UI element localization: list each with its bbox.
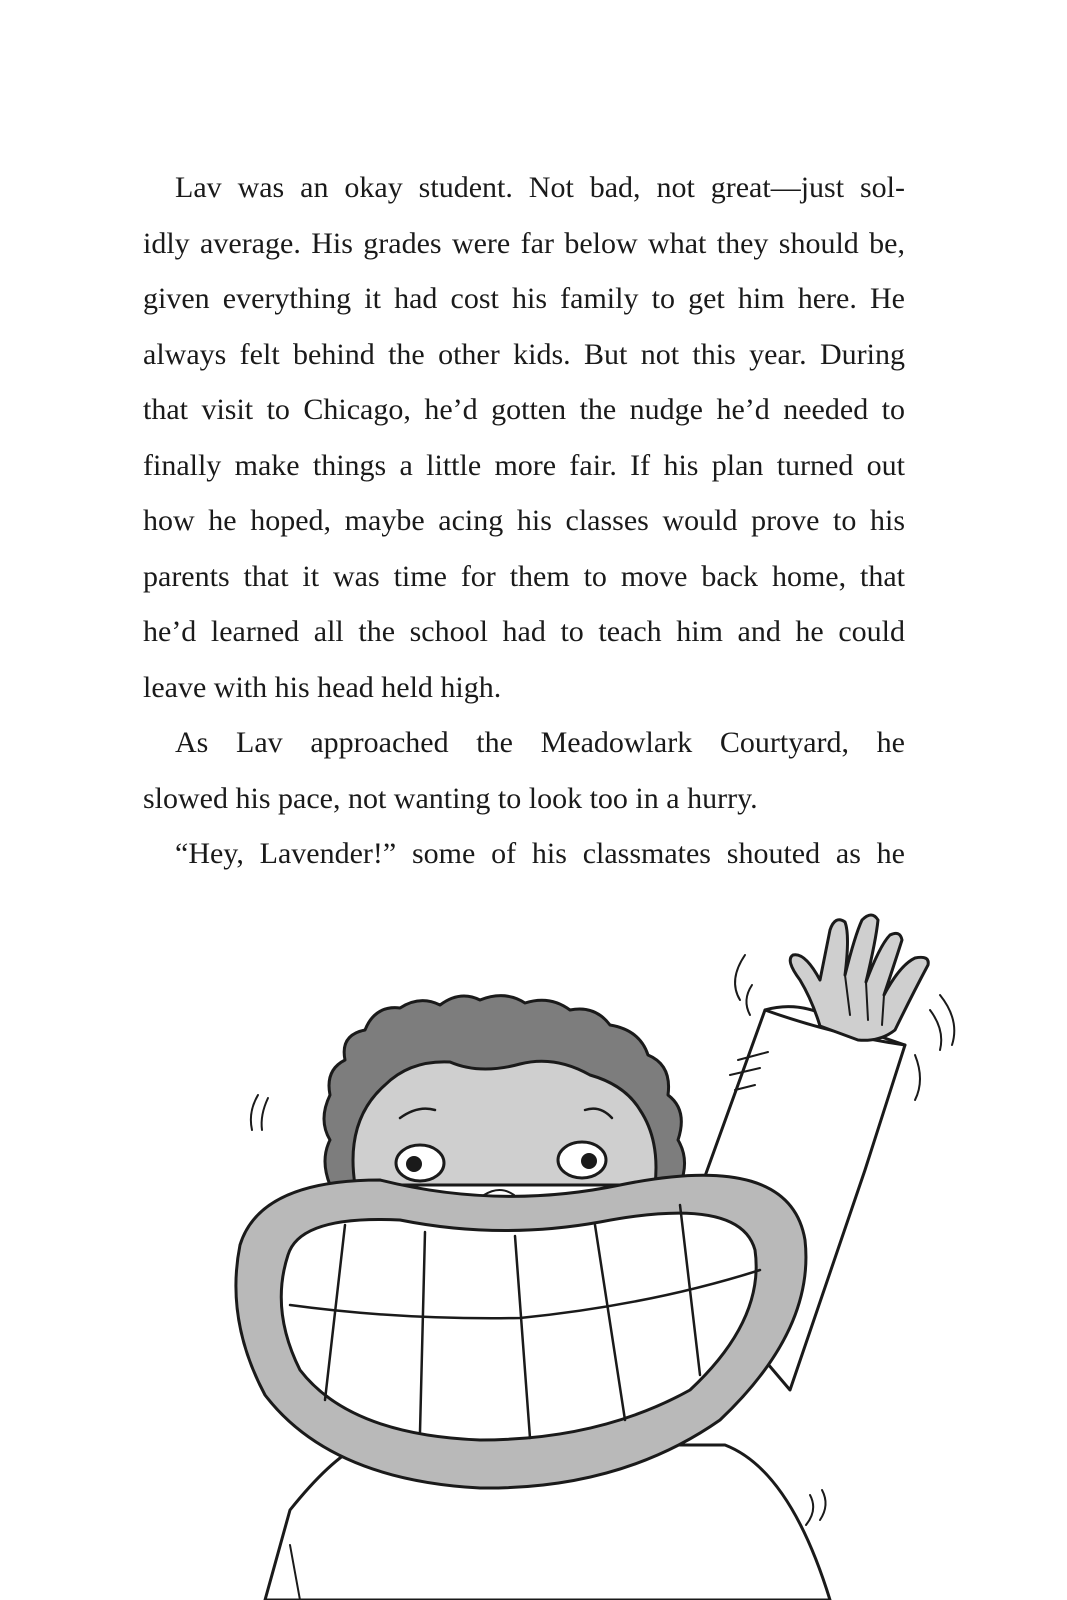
text-line: parents that it was time for them to move back home, that <box>143 559 905 593</box>
boy-waving-illustration <box>0 900 1067 1600</box>
text-line: leave with his head held high. <box>143 670 502 704</box>
motion-line <box>251 1095 258 1130</box>
motion-line <box>735 955 745 1000</box>
text-line: always felt behind the other kids. But not this year. During <box>143 337 905 371</box>
text-line: As Lav approached the Meadowlark Courtyard, he <box>175 726 905 759</box>
text-line: how he hoped, maybe acing his classes would prove to his <box>143 504 905 537</box>
text-line: given everything it had cost his family to get him here. He <box>143 282 905 315</box>
motion-line <box>746 985 752 1015</box>
pupil <box>581 1153 597 1169</box>
text-line: finally make things a little more fair. If his plan turned out <box>143 448 905 482</box>
text-line: idly average. His grades were far below what they should be, <box>143 226 905 260</box>
page-text <box>143 160 905 882</box>
motion-line <box>262 1098 268 1130</box>
text-line: Lav was an okay student. Not bad, not great—just sol- <box>175 171 905 204</box>
text-line: he’d learned all the school had to teach him and he could <box>143 615 905 648</box>
pupil <box>406 1156 422 1172</box>
motion-line <box>930 1010 941 1050</box>
nose <box>484 1190 514 1195</box>
motion-line <box>820 1490 826 1520</box>
motion-line <box>915 1055 920 1100</box>
text-line: slowed his pace, not wanting to look too in a hurry. <box>143 781 758 815</box>
motion-line <box>806 1495 813 1525</box>
text-line: that visit to Chicago, he’d gotten the nudge he’d needed to <box>143 393 905 426</box>
text-line: “Hey, Lavender!” some of his classmates shouted as he <box>175 837 905 870</box>
